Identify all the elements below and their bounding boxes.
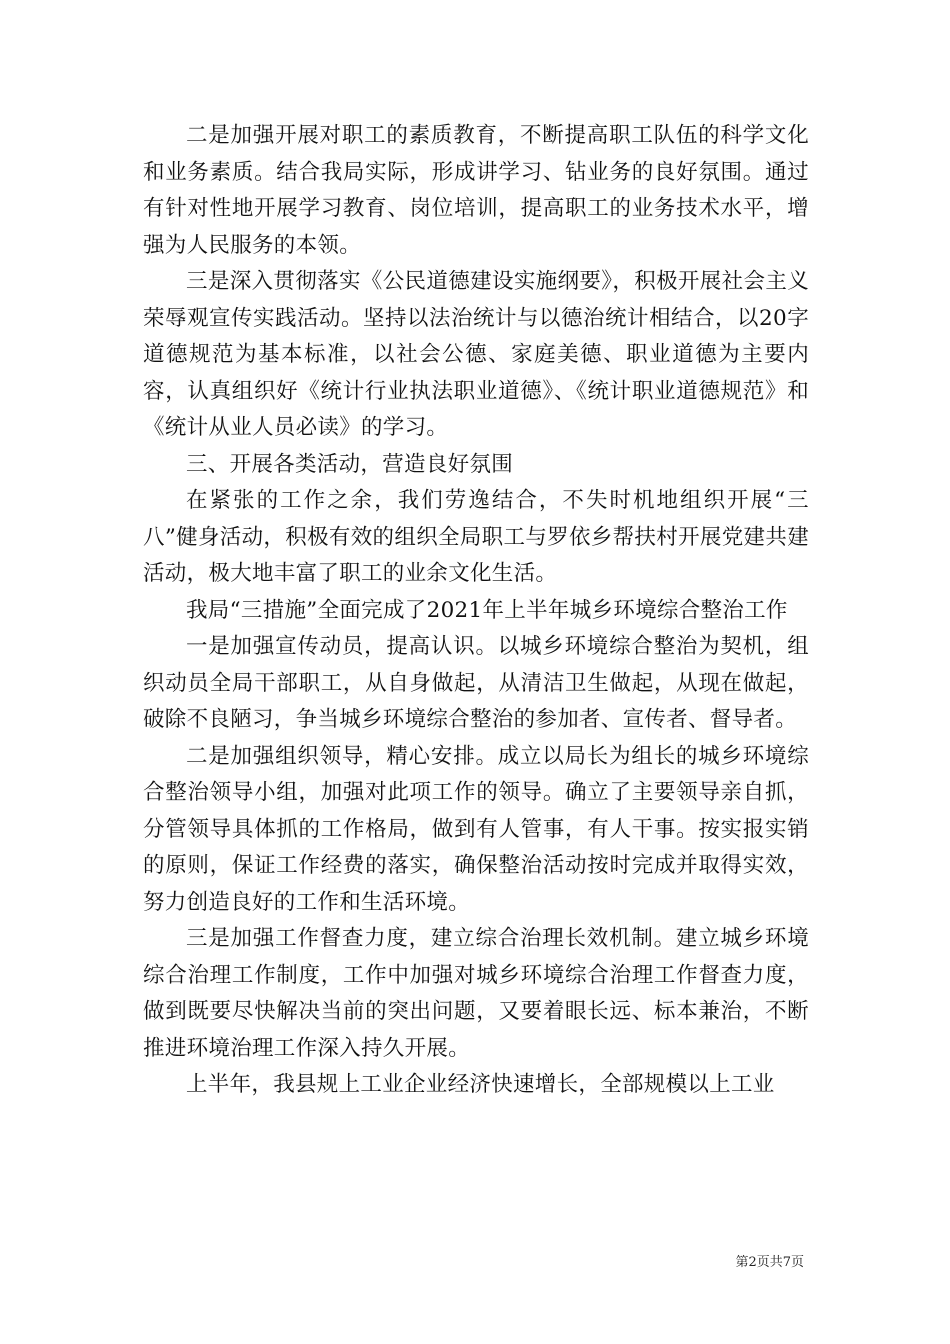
section-heading-environment: 我局“三措施”全面完成了2021年上半年城乡环境综合整治工作 <box>186 597 788 623</box>
paragraph-education: 二是加强开展对职工的素质教育，不断提高职工队伍的科学文化和业务素质。结合我局实际，形成讲学习、钻业务的良好氛围。通过有针对性地开展学习教育、岗位培训，提高职工的业务技术水平，增强为人民服务的本领。 <box>143 123 809 258</box>
section-heading-activities: 三、开展各类活动，营造良好氛围 <box>186 451 514 477</box>
paragraph-publicity: 一是加强宣传动员，提高认识。以城乡环境综合整治为契机，组织动员全局干部职工，从自身做起，从清洁卫生做起，从现在做起，破除不良陋习，争当城乡环境综合整治的参加者、宣传者、督导者。 <box>143 634 809 732</box>
paragraph-morality: 三是深入贯彻落实《公民道德建设实施纲要》，积极开展社会主义荣辱观宣传实践活动。坚持以法治统计与以德治统计相结合，以20字道德规范为基本标准，以社会公德、家庭美德、职业道德为主要内容，认真组织好《统计行业执法职业道德》、《统计职业道德规范》和《统计从业人员必读》的学习。 <box>143 269 809 440</box>
paragraph-supervision: 三是加强工作督查力度，建立综合治理长效机制。建立城乡环境综合治理工作制度，工作中加强对城乡环境综合治理工作督查力度，做到既要尽快解决当前的突出问题，又要着眼长远、标本兼治，不断推进环境治理工作深入持久开展。 <box>143 926 809 1061</box>
paragraph-industry: 上半年，我县规上工业企业经济快速增长，全部规模以上工业 <box>186 1072 775 1097</box>
document-body <box>143 118 809 1104</box>
page-number-footer: 第2页共7页 <box>735 1255 804 1270</box>
paragraph-leadership: 二是加强组织领导，精心安排。成立以局长为组长的城乡环境综合整治领导小组，加强对此项工作的领导。确立了主要领导亲自抓，分管领导具体抓的工作格局，做到有人管事，有人干事。按实报实销的原则，保证工作经费的落实，确保整治活动按时完成并取得实效，努力创造良好的工作和生活环境。 <box>143 743 809 915</box>
paragraph-activities: 在紧张的工作之余，我们劳逸结合，不失时机地组织开展“三八”健身活动，积极有效的组织全局职工与罗依乡帮扶村开展党建共建活动，极大地丰富了职工的业余文化生活。 <box>143 488 809 586</box>
